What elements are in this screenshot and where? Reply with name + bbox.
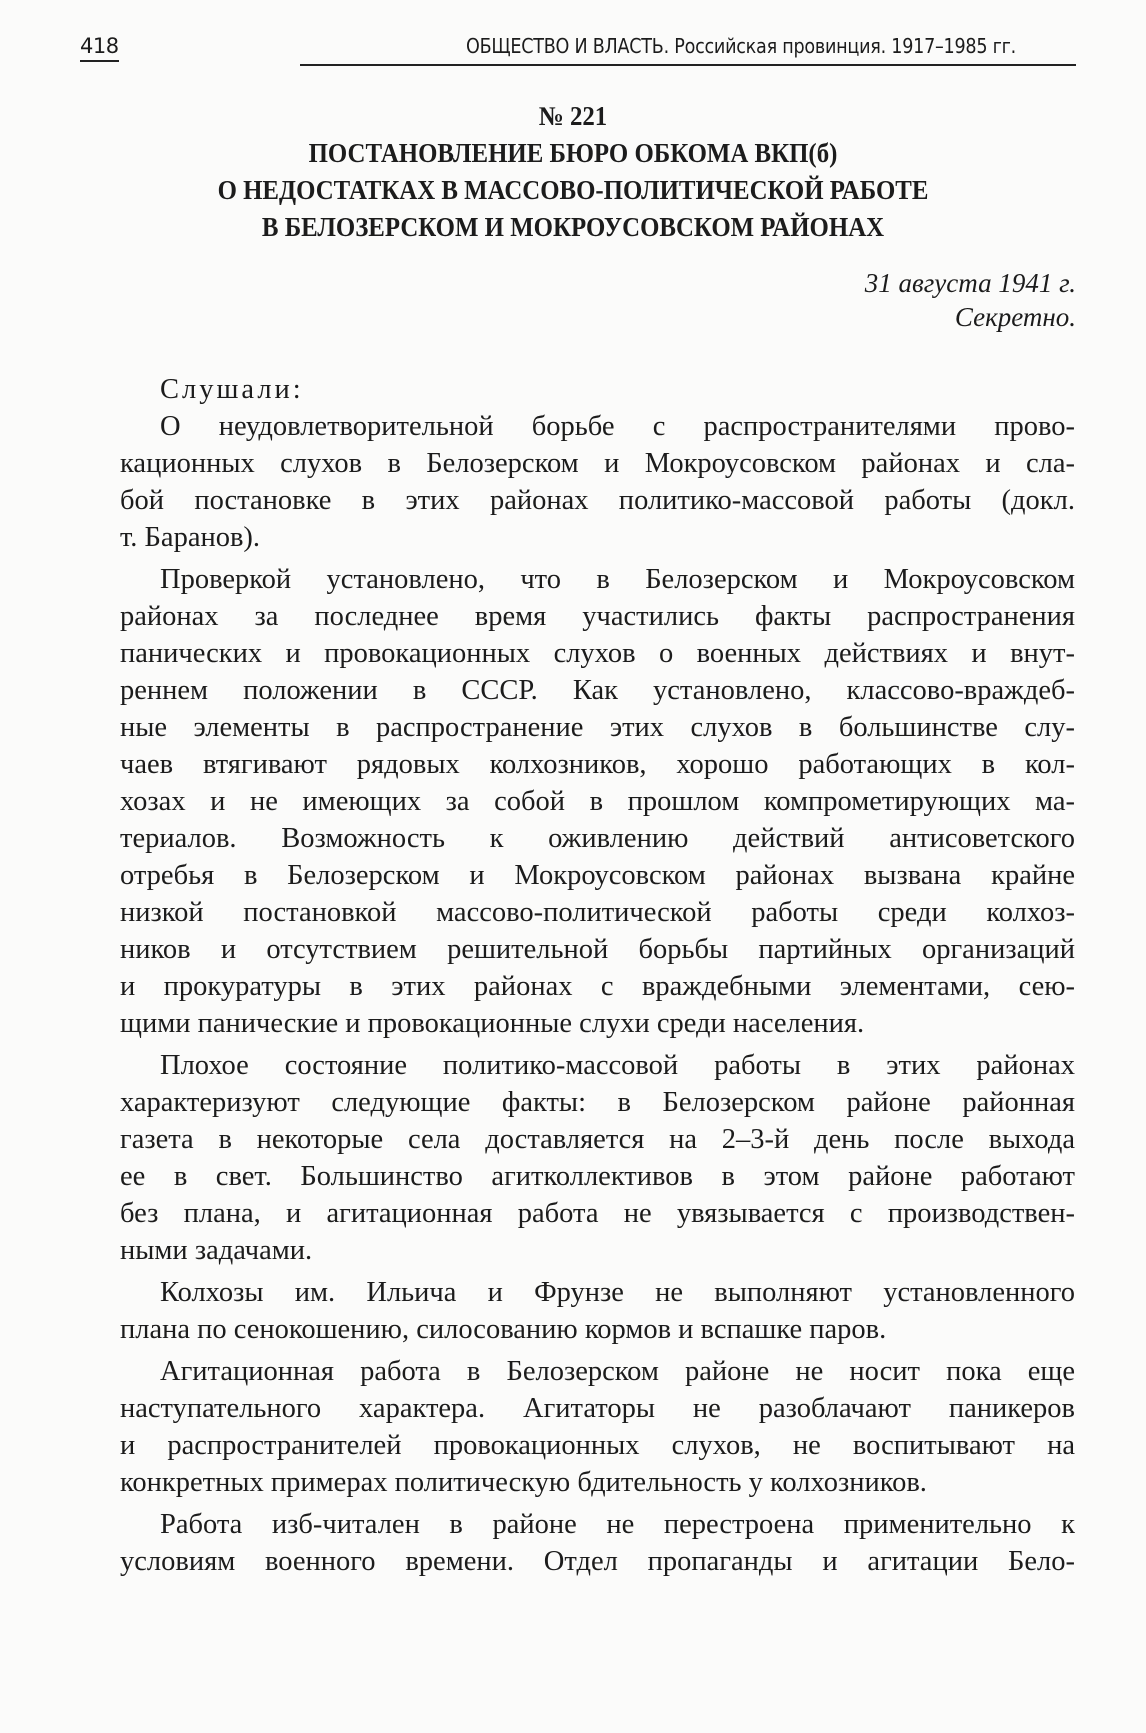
text-line: бой постановке в этих районах политико-массовой работы (докл. xyxy=(120,485,1075,516)
text-line: характеризуют следующие факты: в Белозерском районе районная xyxy=(120,1087,1075,1118)
document-title xyxy=(0,98,1146,246)
text-line: ные элементы в распространение этих слухов в большинстве слу- xyxy=(120,712,1075,743)
text-line: кационных слухов в Белозерском и Мокроусовском районах и сла- xyxy=(120,448,1075,479)
page-number: 418 xyxy=(80,34,119,62)
paragraph xyxy=(120,1274,1075,1348)
running-head-title: ОБЩЕСТВО И ВЛАСТЬ. Российская провинция. 1917–1985 гг. xyxy=(466,34,1016,58)
running-head xyxy=(80,34,1076,70)
document-date: 31 августа 1941 г. xyxy=(864,268,1076,298)
text-line: районах за последнее время участились факты распространения xyxy=(120,601,1075,632)
paragraph xyxy=(120,1353,1075,1501)
document-classification: Секретно. xyxy=(954,302,1076,332)
text-line: Работа изб-читален в районе не перестроена применительно к xyxy=(160,1509,1075,1540)
document-number: № 221 xyxy=(538,101,608,131)
text-line: и прокуратуры в этих районах с враждебными элементами, сею- xyxy=(120,971,1075,1002)
section-heading: Слушали: xyxy=(160,374,304,405)
text-line: панических и провокационных слухов о военных действиях и внут- xyxy=(120,638,1075,669)
text-line: Агитационная работа в Белозерском районе не носит пока еще xyxy=(160,1356,1075,1387)
text-line: Проверкой установлено, что в Белозерском и Мокроусовском xyxy=(160,564,1075,595)
text-line: и распространителей провокационных слухов, не воспитывают на xyxy=(120,1430,1075,1461)
text-line: хозах и не имеющих за собой в прошлом компрометирующих ма- xyxy=(120,786,1075,817)
text-line: низкой постановкой массово-политической работы среди колхоз- xyxy=(120,897,1075,928)
text-line: наступательного характера. Агитаторы не разоблачают паникеров xyxy=(120,1393,1075,1424)
text-line: плана по сенокошению, силосованию кормов и вспашке паров. xyxy=(120,1314,887,1345)
text-line: ными задачами. xyxy=(120,1235,313,1266)
title-line: ПОСТАНОВЛЕНИЕ БЮРО ОБКОМА ВКП(б) xyxy=(308,138,838,168)
text-line: ее в свет. Большинство агитколлективов в этом районе работают xyxy=(120,1161,1075,1192)
text-line: ников и отсутствием решительной борьбы партийных организаций xyxy=(120,934,1075,965)
paragraph xyxy=(120,408,1075,556)
text-line: газета в некоторые села доставляется на 2–3-й день после выхода xyxy=(120,1124,1075,1155)
title-line: В БЕЛОЗЕРСКОМ И МОКРОУСОВСКОМ РАЙОНАХ xyxy=(261,212,885,242)
paragraph xyxy=(120,1506,1075,1580)
text-line: щими панические и провокационные слухи среди населения. xyxy=(120,1008,865,1039)
document-body xyxy=(120,371,1075,1580)
text-line: териалов. Возможность к оживлению действий антисоветского xyxy=(120,823,1075,854)
text-line: т. Баранов). xyxy=(120,522,261,553)
header-rule xyxy=(300,64,1076,66)
paragraph xyxy=(120,561,1075,1042)
text-line: конкретных примерах политическую бдительность у колхозников. xyxy=(120,1467,927,1498)
text-line: Колхозы им. Ильича и Фрунзе не выполняют установленного xyxy=(160,1277,1075,1308)
text-line: условиям военного времени. Отдел пропаганды и агитации Бело- xyxy=(120,1546,1075,1577)
title-line: О НЕДОСТАТКАХ В МАССОВО-ПОЛИТИЧЕСКОЙ РАБОТЕ xyxy=(217,175,929,205)
text-line: Плохое состояние политико-массовой работы в этих районах xyxy=(160,1050,1075,1081)
text-line: отребья в Белозерском и Мокроусовском районах вызвана крайне xyxy=(120,860,1075,891)
text-line: О неудовлетворительной борьбе с распространителями прово- xyxy=(160,411,1075,442)
text-line: чаев втягивают рядовых колхозников, хорошо работающих в кол- xyxy=(120,749,1075,780)
text-line: реннем положении в СССР. Как установлено, классово-враждеб- xyxy=(120,675,1075,706)
paragraph xyxy=(120,1047,1075,1269)
text-line: без плана, и агитационная работа не увязывается с производствен- xyxy=(120,1198,1075,1229)
